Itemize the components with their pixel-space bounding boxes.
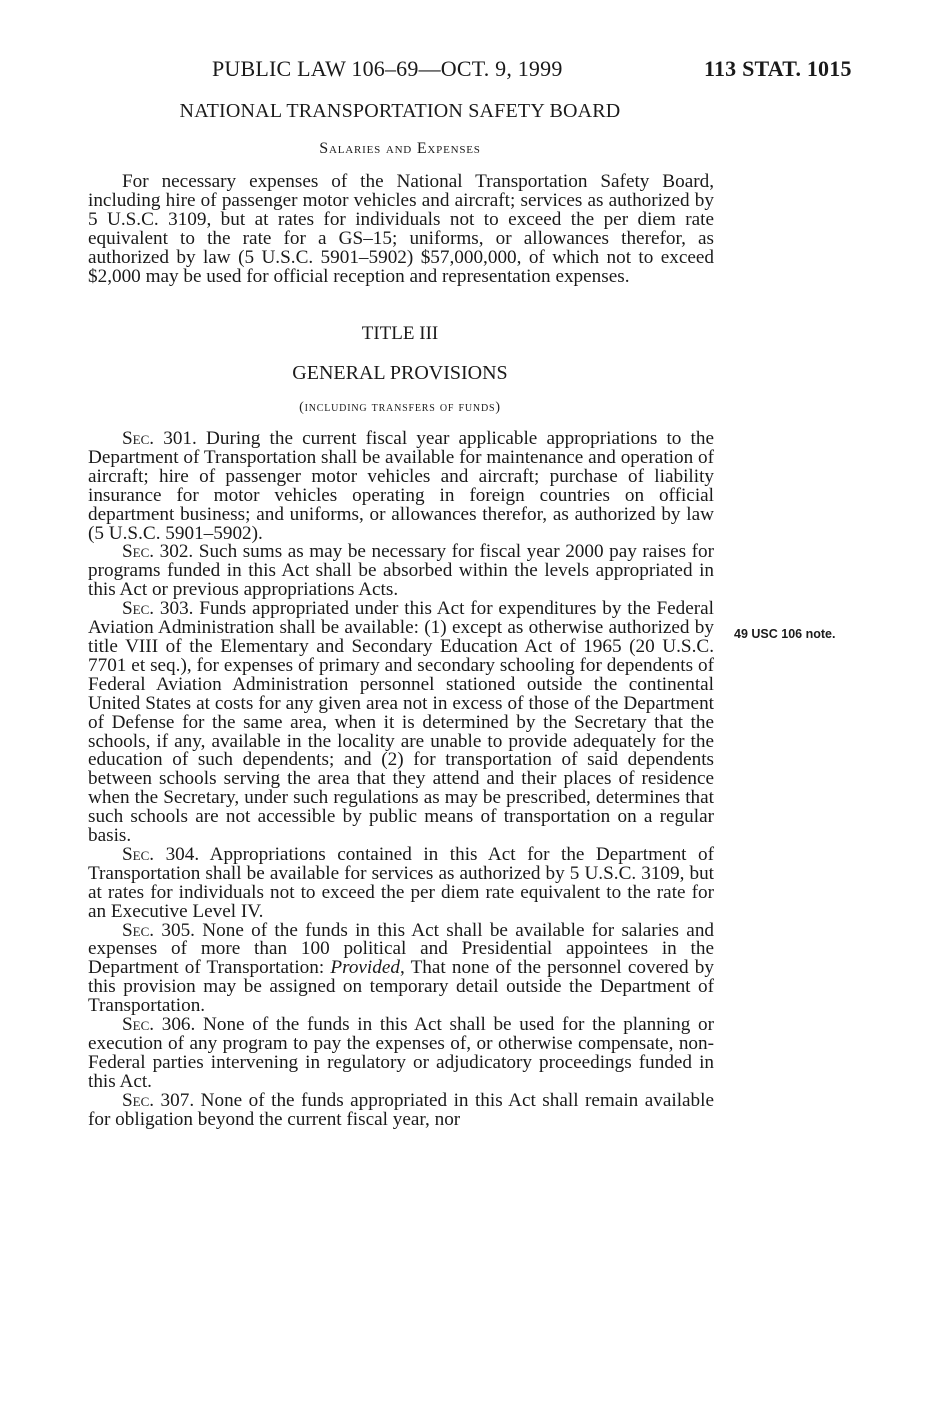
section-302 [88, 543, 714, 600]
running-header-stat: 113 STAT. 1015 [704, 56, 852, 81]
section-label: Sec. 306. [122, 1014, 196, 1036]
section-text: Funds appropriated under this Act for expenditures by the Federal Aviation Administration shall be available: (1) except as otherwise authorized by title VIII of the Elementary and Secondary Education Act of 1965 (20 U.S.C. 7701 et seq.), for expenses of primary and secondary schooling for dependents of Federal Aviation Administration personnel stationed outside the continental United States at costs for any given area not in excess of those of the Department of Defense for the same area, when it is determined by the Secretary that the schools, if any, available in the locality are unable to provide adequately for the education of such dependents; and (2) for transportation of said dependents between schools serving the area that they attend and their places of residence when the Secretary, under such regulations as may be prescribed, determines that such schools are not accessible by public means of transportation on a regular basis. [88, 598, 714, 847]
general-provisions-heading: GENERAL PROVISIONS [292, 362, 508, 384]
section-label: Sec. 303. [122, 598, 194, 620]
section-307 [88, 1089, 714, 1130]
section-text: During the current fiscal year applicable appropriations to the Department of Transportation shall be available for maintenance and operation of aircraft; hire of passenger motor vehicles and aircraft; purchase of liability insurance for motor vehicles operating in foreign countries on official department business; and uniforms, or allowances therefor, as authorized by law (5 U.S.C. 5901–5902). [88, 428, 714, 544]
agency-paragraph-block [88, 173, 714, 286]
section-label: Sec. 301. [122, 428, 197, 449]
section-text-after: , That none of the personnel covered by this provision may be assigned on temporary detail outside the Department of Transportation. [88, 957, 714, 1017]
section-label: Sec. 302. [122, 541, 194, 563]
section-text: Such sums as may be necessary for fiscal year 2000 pay raises for programs funded in this Act shall be absorbed within the levels appropriated in this Act or previous appropriations Acts. [88, 541, 714, 601]
section-label: Sec. 305. [122, 919, 195, 941]
section-305 [88, 919, 715, 1017]
title-heading: TITLE III [361, 323, 439, 344]
section-301 [88, 430, 714, 543]
section-text: Appropriations contained in this Act for the Department of Transportation shall be available for services as authorized by 5 U.S.C. 3109, but at rates for individuals not to exceed the per diem rate equivalent to the rate for an Executive Level IV. [88, 843, 714, 922]
transfers-subheading: (including transfers of funds) [299, 400, 501, 415]
section-text-before: None of the funds in this Act shall be available for salaries and expenses of more than 100 political and Presidential appointees in the Department of Transportation: [88, 919, 715, 979]
sections-block [88, 430, 714, 1130]
running-header-law: PUBLIC LAW 106–69—OCT. 9, 1999 [212, 56, 563, 81]
margin-note: 49 USC 106 note. [734, 627, 836, 641]
agency-subtitle: Salaries and Expenses [319, 140, 481, 157]
provided-italic: Provided [330, 957, 400, 979]
agency-paragraph: For necessary expenses of the National Transportation Safety Board, including hire of passenger motor vehicles and aircraft; services as authorized by 5 U.S.C. 3109, but at rates for individuals not to exceed the per diem rate equivalent to the rate for a GS–15; uniforms, or allowances therefor, as authorized by law (5 U.S.C. 5901–5902) $57,000,000, of which not to exceed $2,000 may be used for official reception and representation expenses. [88, 171, 714, 287]
section-label: Sec. 304. [122, 843, 200, 865]
agency-title: NATIONAL TRANSPORTATION SAFETY BOARD [179, 100, 621, 122]
section-label: Sec. 307. [122, 1089, 195, 1111]
section-303 [88, 600, 714, 846]
section-304 [88, 843, 714, 922]
section-text: None of the funds appropriated in this Act shall remain available for obligation beyond the current fiscal year, nor [88, 1089, 714, 1130]
section-306 [88, 1016, 714, 1092]
section-text: None of the funds in this Act shall be used for the planning or execution of any program to pay the expenses of, or otherwise compensate, non-Federal parties intervening in regulatory or adjudicatory proceedings funded in this Act. [88, 1014, 714, 1092]
